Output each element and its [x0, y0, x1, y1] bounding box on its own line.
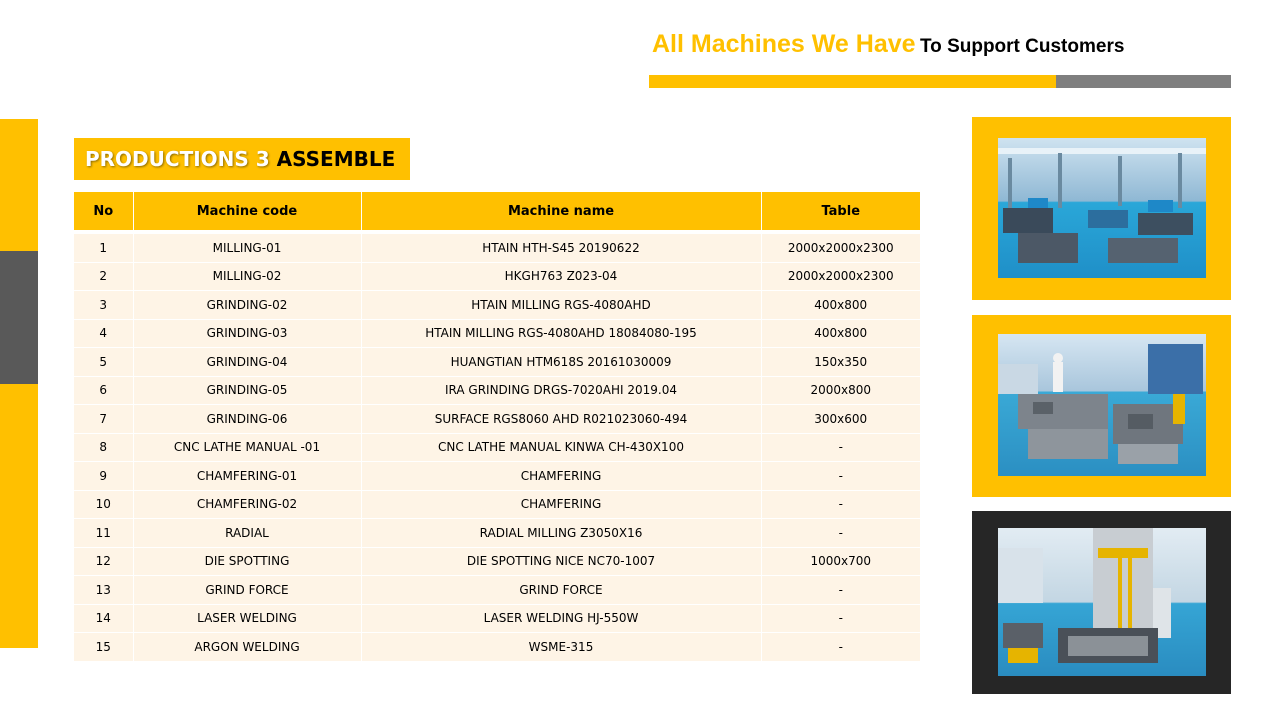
cell-machine-code: CNC LATHE MANUAL -01 — [133, 433, 361, 462]
cell-machine-code: GRINDING-02 — [133, 291, 361, 320]
table-row — [74, 519, 920, 548]
cell-machine-name: HKGH763 Z023-04 — [361, 262, 761, 291]
cell-no: 4 — [74, 319, 133, 348]
cell-machine-name: HTAIN MILLING RGS-4080AHD 18084080-195 — [361, 319, 761, 348]
cell-table-size: 1000x700 — [761, 547, 920, 576]
table-header-row — [74, 192, 920, 232]
cell-no: 2 — [74, 262, 133, 291]
cell-table-size: 2000x2000x2300 — [761, 232, 920, 262]
cell-no: 11 — [74, 519, 133, 548]
side-stripe-top — [0, 119, 38, 251]
cell-machine-name: RADIAL MILLING Z3050X16 — [361, 519, 761, 548]
cell-machine-name: LASER WELDING HJ-550W — [361, 604, 761, 633]
cell-machine-code: MILLING-02 — [133, 262, 361, 291]
cell-table-size: 400x800 — [761, 291, 920, 320]
table-row — [74, 633, 920, 661]
cell-table-size: - — [761, 490, 920, 519]
cell-table-size: 300x600 — [761, 405, 920, 434]
cell-machine-name: IRA GRINDING DRGS-7020AHI 2019.04 — [361, 376, 761, 405]
photo-frame-2 — [972, 315, 1231, 497]
title-sub: To Support Customers — [919, 36, 1125, 57]
mold-workshop-photo — [998, 334, 1206, 476]
cell-no: 8 — [74, 433, 133, 462]
cell-table-size: - — [761, 462, 920, 491]
side-stripe-bottom — [0, 384, 38, 648]
table-row — [74, 376, 920, 405]
cell-machine-code: GRINDING-03 — [133, 319, 361, 348]
title-main: All Machines We Have — [652, 30, 916, 58]
table-row — [74, 604, 920, 633]
section-label-rest: ASSEMBLE — [276, 147, 396, 171]
cell-no: 1 — [74, 232, 133, 262]
table-row — [74, 232, 920, 262]
section-label — [74, 138, 410, 180]
page-title — [652, 30, 1124, 59]
cell-machine-name: CHAMFERING — [361, 462, 761, 491]
cell-machine-code: CHAMFERING-01 — [133, 462, 361, 491]
cell-machine-name: SURFACE RGS8060 AHD R021023060-494 — [361, 405, 761, 434]
table-row — [74, 262, 920, 291]
cell-machine-code: GRINDING-04 — [133, 348, 361, 377]
cell-machine-code: CHAMFERING-02 — [133, 490, 361, 519]
col-header-table: Table — [761, 192, 920, 232]
cell-no: 6 — [74, 376, 133, 405]
title-underline-accent — [649, 75, 1056, 88]
col-header-no: No — [74, 192, 133, 232]
cell-no: 10 — [74, 490, 133, 519]
cell-machine-code: LASER WELDING — [133, 604, 361, 633]
table-row — [74, 576, 920, 605]
factory-floor-photo — [998, 138, 1206, 278]
cell-machine-name: DIE SPOTTING NICE NC70-1007 — [361, 547, 761, 576]
cell-table-size: 2000x800 — [761, 376, 920, 405]
table-row — [74, 405, 920, 434]
cell-no: 13 — [74, 576, 133, 605]
cell-table-size: 150x350 — [761, 348, 920, 377]
cell-table-size: - — [761, 519, 920, 548]
cell-machine-name: GRIND FORCE — [361, 576, 761, 605]
title-underline-grey — [1056, 75, 1231, 88]
cell-no: 15 — [74, 633, 133, 661]
col-header-machine-code: Machine code — [133, 192, 361, 232]
cell-machine-name: CNC LATHE MANUAL KINWA CH-430X100 — [361, 433, 761, 462]
photo-frame-1 — [972, 117, 1231, 300]
table-row — [74, 319, 920, 348]
cell-table-size: 400x800 — [761, 319, 920, 348]
cell-machine-code: GRINDING-06 — [133, 405, 361, 434]
table-row — [74, 462, 920, 491]
side-stripe-middle — [0, 251, 38, 384]
cell-no: 5 — [74, 348, 133, 377]
table-row — [74, 547, 920, 576]
cell-table-size: - — [761, 576, 920, 605]
cell-table-size: - — [761, 604, 920, 633]
cell-machine-name: HTAIN HTH-S45 20190622 — [361, 232, 761, 262]
col-header-machine-name: Machine name — [361, 192, 761, 232]
photo-frame-3 — [972, 511, 1231, 694]
cell-machine-code: GRIND FORCE — [133, 576, 361, 605]
cell-machine-code: RADIAL — [133, 519, 361, 548]
die-spotting-press-photo — [998, 528, 1206, 676]
cell-machine-name: HTAIN MILLING RGS-4080AHD — [361, 291, 761, 320]
cell-no: 12 — [74, 547, 133, 576]
section-label-highlight: PRODUCTIONS 3 — [85, 147, 270, 171]
cell-no: 3 — [74, 291, 133, 320]
table-body — [74, 232, 920, 661]
cell-machine-name: CHAMFERING — [361, 490, 761, 519]
cell-no: 7 — [74, 405, 133, 434]
cell-machine-code: ARGON WELDING — [133, 633, 361, 661]
cell-table-size: - — [761, 433, 920, 462]
table-row — [74, 490, 920, 519]
cell-no: 9 — [74, 462, 133, 491]
cell-machine-name: HUANGTIAN HTM618S 20161030009 — [361, 348, 761, 377]
cell-table-size: 2000x2000x2300 — [761, 262, 920, 291]
table-row — [74, 433, 920, 462]
cell-machine-code: DIE SPOTTING — [133, 547, 361, 576]
cell-machine-name: WSME-315 — [361, 633, 761, 661]
machines-table — [74, 192, 920, 661]
cell-machine-code: GRINDING-05 — [133, 376, 361, 405]
cell-table-size: - — [761, 633, 920, 661]
table-row — [74, 348, 920, 377]
table-row — [74, 291, 920, 320]
cell-machine-code: MILLING-01 — [133, 232, 361, 262]
cell-no: 14 — [74, 604, 133, 633]
